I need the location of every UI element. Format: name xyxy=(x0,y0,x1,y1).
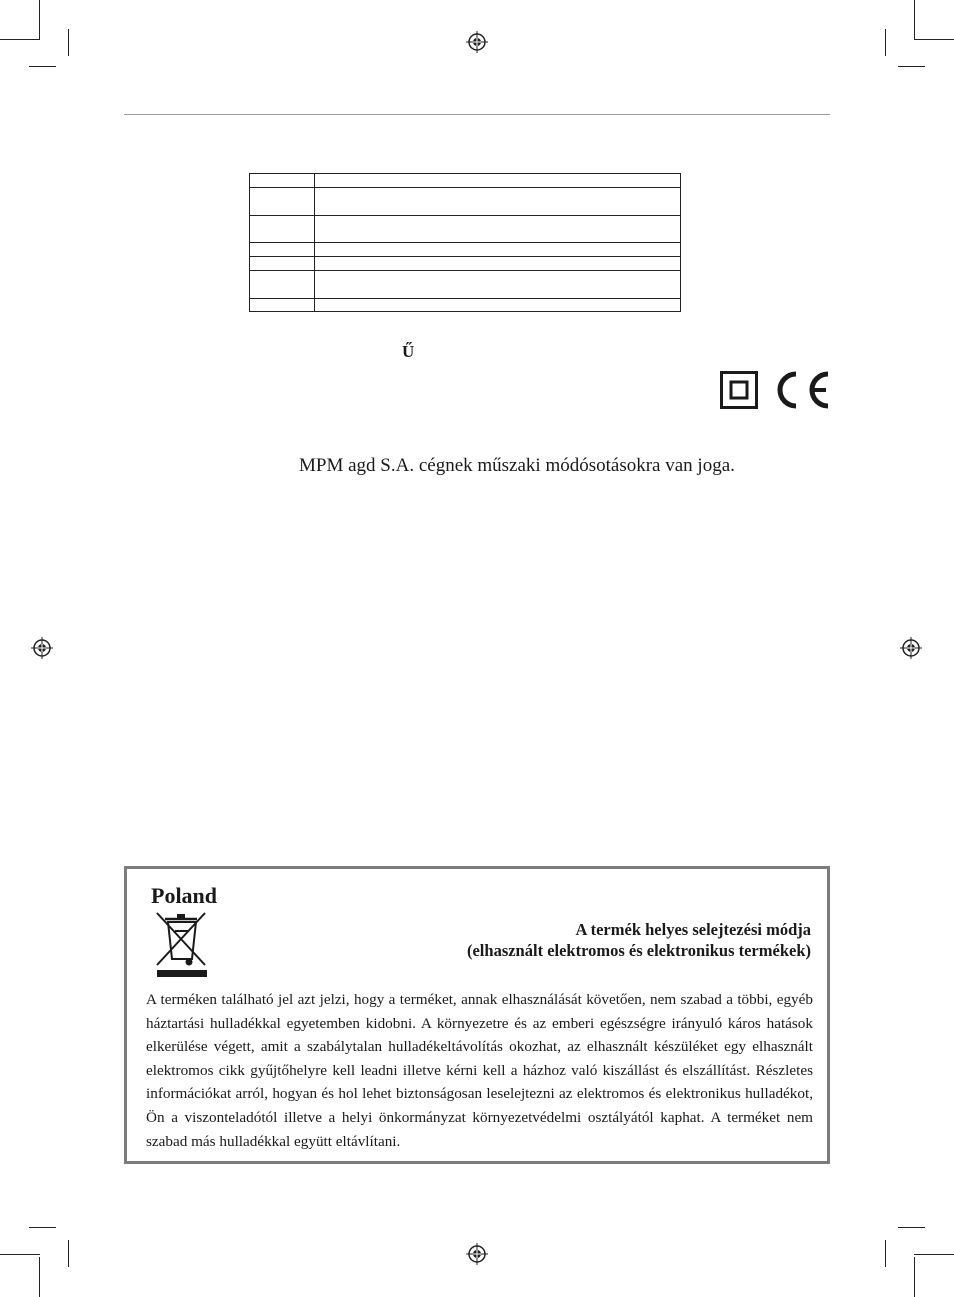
spec-label-cell xyxy=(250,216,315,243)
ce-mark-icon xyxy=(772,369,832,411)
table-row xyxy=(250,188,681,216)
table-row xyxy=(250,243,681,257)
weee-title xyxy=(467,919,811,961)
registration-mark-icon xyxy=(466,31,488,53)
registration-mark-icon xyxy=(31,637,53,659)
spec-value-cell xyxy=(315,216,681,243)
spec-value-cell xyxy=(315,271,681,299)
weee-title-line1: A termék helyes selejtezési módja xyxy=(575,920,811,939)
weee-body-text: A terméken található jel azt jelzi, hogy a terméket, annak elhasználását követően, nem szabad a többi, egyéb háztartási hulladékkal egyetemben kidobni. A környezetre és az emberi egészségre irányuló káros hatások elkerülése végett, amit a szabálytalan hulladékeltávolítás okozhat, az elhasznált készüléket egy elhasznált elektromos cikk gyűjtőhelyre kell leadni illetve kérni kell a házhoz való kiszállást és elszállítást. Részletes információkat arról, hogyan és hol lehet biztonságosan leselejtezni az elektromos és elektronikus hulladékot, Ön a viszonteladótól illetve a helyi önkormányzat környezetvédelmi osztályától kaphat. A terméket nem szabad más hulladékkal együtt eltávlítani. xyxy=(146,991,813,1150)
registration-mark-icon xyxy=(900,637,922,659)
spec-value-cell xyxy=(315,299,681,312)
weee-notice-box xyxy=(124,866,830,1164)
registration-mark-icon xyxy=(466,1243,488,1265)
spec-label-cell xyxy=(250,299,315,312)
spec-label-cell xyxy=(250,257,315,271)
standalone-character: Ű xyxy=(402,342,415,361)
spec-value-cell xyxy=(315,188,681,216)
table-row xyxy=(250,299,681,312)
spec-label-cell xyxy=(250,188,315,216)
class-ii-double-insulation-icon xyxy=(720,371,758,409)
table-row xyxy=(250,174,681,188)
header-rule xyxy=(124,114,830,115)
spec-label-cell xyxy=(250,174,315,188)
spec-label-cell xyxy=(250,243,315,257)
weee-title-line2: (elhasznált elektromos és elektronikus termékek) xyxy=(466,941,811,960)
spec-table xyxy=(249,173,681,312)
table-row xyxy=(250,216,681,243)
country-label: Poland xyxy=(151,883,218,908)
table-row xyxy=(250,257,681,271)
crossed-out-wheelie-bin-icon xyxy=(151,907,213,979)
table-row xyxy=(250,271,681,299)
spec-value-cell xyxy=(315,257,681,271)
spec-value-cell xyxy=(315,174,681,188)
manufacturer-note: MPM agd S.A. cégnek műszaki módósotásokra van joga. xyxy=(299,455,735,476)
spec-value-cell xyxy=(315,243,681,257)
spec-label-cell xyxy=(250,271,315,299)
